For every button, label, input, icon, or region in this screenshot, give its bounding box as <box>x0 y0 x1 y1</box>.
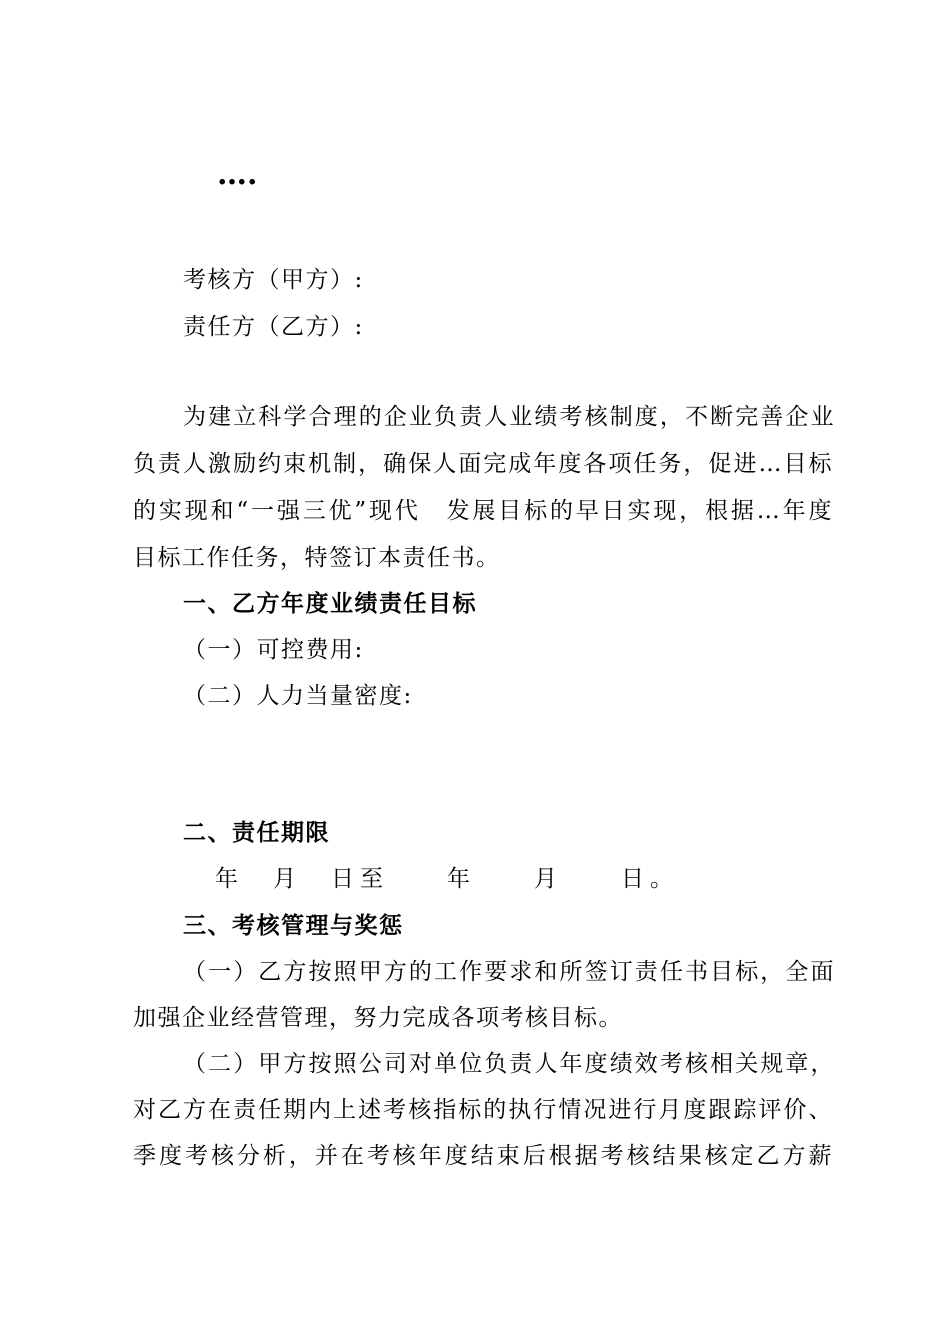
intro-line: 的实现和“一强三优”现代 发展目标的早日实现，根据…年度 <box>133 498 833 524</box>
section-1-item: （二）人力当量密度: <box>183 683 413 709</box>
paragraph-line: （二）甲方按照公司对单位负责人年度绩效考核相关规章， <box>183 1051 835 1077</box>
intro-line: 为建立科学合理的企业负责人业绩考核制度，不断完善企业 <box>183 404 835 430</box>
party-a-label: 考核方（甲方）: <box>183 267 364 293</box>
intro-line: 目标工作任务，特签订本责任书。 <box>133 545 501 571</box>
section-2-heading: 二、责任期限 <box>183 820 330 846</box>
paragraph-line: （一）乙方按照甲方的工作要求和所签订责任书目标，全面 <box>183 959 835 985</box>
paragraph-line: 加强企业经营管理，努力完成各项考核目标。 <box>133 1005 623 1031</box>
paragraph-line: 季度考核分析，并在考核年度结束后根据考核结果核定乙方薪 <box>133 1143 833 1169</box>
section-3-heading: 三、考核管理与奖惩 <box>183 913 404 939</box>
responsibility-period: 年 月 日至 年 月 日。 <box>215 866 679 892</box>
section-1-heading: 一、乙方年度业绩责任目标 <box>183 591 477 617</box>
document-title: …. <box>217 157 258 192</box>
paragraph-line: 对乙方在责任期内上述考核指标的执行情况进行月度跟踪评价、 <box>133 1097 833 1123</box>
party-b-label: 责任方（乙方）: <box>183 314 364 340</box>
section-1-item: （一）可控费用: <box>183 637 364 663</box>
intro-line: 负责人激励约束机制，确保人面完成年度各项任务，促进…目标 <box>133 451 833 477</box>
